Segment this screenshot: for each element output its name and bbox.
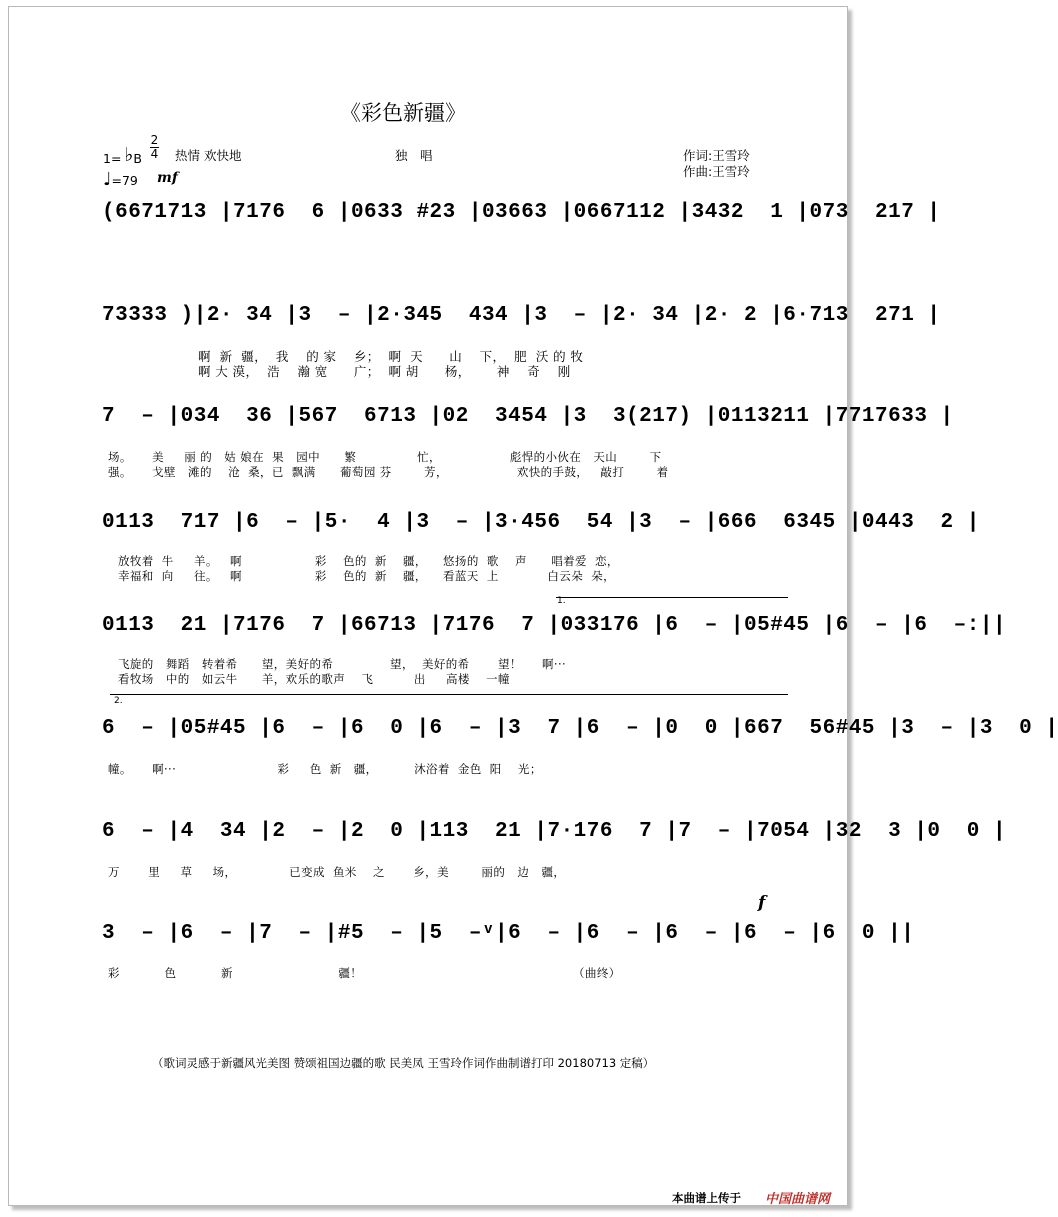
upload-credit: 本曲谱上传于: [672, 1191, 741, 1205]
lyrics-line-4-verse-1: 放牧着 牛 羊。 啊 彩 色的 新 疆， 悠扬的 歌 声 唱着爱 恋，: [118, 554, 619, 568]
lyrics-line-6: 幢。 啊··· 彩 色 新 疆， 沐浴着 金色 阳 光；: [108, 762, 542, 776]
composer: 作曲:王雪玲: [683, 164, 750, 179]
flat-sign: ♭: [124, 144, 134, 166]
lyrics-line-5-verse-1: 飞旋的 舞蹈 转着希 望，美好的希 望， 美好的希 望！ 啊···: [118, 657, 567, 671]
second-ending-bracket: [110, 694, 788, 695]
lyrics-line-5-verse-2: 看牧场 中的 如云牛 羊，欢乐的歌声 飞 出 高楼 一幢: [118, 672, 510, 686]
lyrics-line-8: 彩 色 新 疆！ （曲终）: [108, 966, 621, 980]
lyrics-line-3-verse-2: 强。 戈壁 滩的 沧 桑，已 飘满 葡萄园 芬 芳， 欢快的手鼓， 敲打 着: [108, 465, 669, 479]
notation-line-3: 7 – |034 36 |567 6713 |02 3454 |3 3(217) |0113211 |7717633 |: [102, 405, 954, 428]
lyrics-line-2-verse-2: 啊 大 漠， 浩 瀚 宽 广； 啊 胡 杨， 神 奇 刚: [198, 364, 571, 379]
first-ending-label: 1.: [557, 596, 566, 606]
time-signature: 2 4: [150, 133, 159, 161]
lyrics-line-4-verse-2: 幸福和 向 往。 啊 彩 色的 新 疆， 看蓝天 上 白云朵 朵，: [118, 569, 616, 583]
tempo-marking: ♩=79: [103, 169, 138, 190]
notation-line-1: (6671713 |7176 6 |0633 #23 |03663 |0667112 |3432 1 |073 217 |: [102, 201, 941, 224]
expression-marking: 热情 欢快地: [175, 148, 242, 163]
dynamic-f: f: [758, 893, 766, 913]
notation-line-7: 6 – |4 34 |2 – |2 0 |113 21 |7·176 7 |7 – |7054 |32 3 |0 0 |: [102, 820, 1007, 843]
notation-line-5: 0113 21 |7176 7 |66713 |7176 7 |033176 |6 – |05#45 |6 – |6 –:||: [102, 614, 1007, 637]
second-ending-label: 2.: [114, 696, 123, 706]
first-ending-bracket: [556, 597, 788, 598]
lyrics-line-7: 万 里 草 场， 已变成 鱼米 之 乡，美 丽的 边 疆，: [108, 865, 566, 879]
score-title: 《彩色新疆》: [340, 101, 466, 125]
performance-type: 独 唱: [395, 148, 433, 163]
lyrics-line-3-verse-1: 场。 美 丽 的 姑 娘在 果 园中 繁 忙， 彪悍的小伙在 天山 下: [108, 450, 662, 464]
notation-line-2: 73333 )|2· 34 |3 – |2·345 434 |3 – |2· 34 |2· 2 |6·713 271 |: [102, 304, 941, 327]
notation-line-4: 0113 717 |6 – |5· 4 |3 – |3·456 54 |3 – |666 6345 |0443 2 |: [102, 511, 980, 534]
footer-note: （歌词灵感于新疆风光美图 赞颂祖国边疆的歌 民美凤 王雪玲作词作曲制谱打印 20180713 定稿）: [152, 1056, 655, 1070]
key-signature: 1= ♭B: [103, 144, 142, 166]
notation-line-8: 3 – |6 – |7 – |#5 – |5 –ᵛ|6 – |6 – |6 – |6 – |6 0 ||: [102, 922, 915, 945]
notation-line-6: 6 – |05#45 |6 – |6 0 |6 – |3 7 |6 – |0 0 |667 56#45 |3 – |3 0 |: [102, 717, 1058, 740]
quarter-note-icon: ♩: [103, 169, 112, 190]
lyrics-line-2-verse-1: 啊 新 疆， 我 的 家 乡； 啊 天 山 下， 肥 沃 的 牧: [198, 349, 584, 364]
dynamic-mf: mf: [157, 170, 178, 186]
site-logo[interactable]: 中国曲谱网: [765, 1192, 831, 1207]
lyricist: 作词:王雪玲: [683, 148, 750, 163]
